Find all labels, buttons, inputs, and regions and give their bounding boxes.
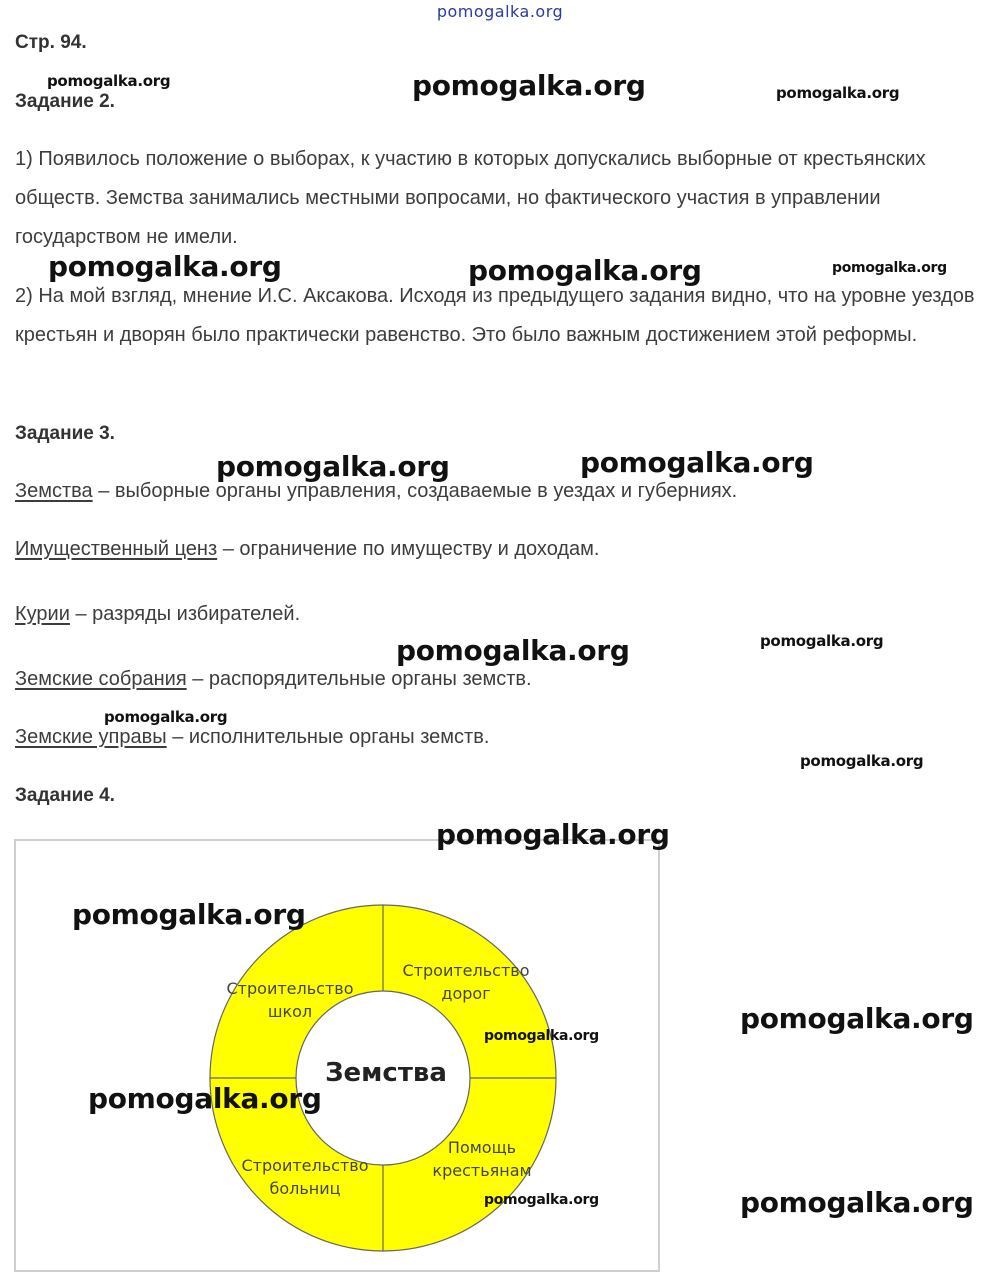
term: Курии xyxy=(15,603,70,625)
definition-text: – разряды избирателей. xyxy=(69,603,301,625)
watermark: pomogalka.org xyxy=(468,254,702,287)
segment-roads-line2: дорог xyxy=(441,984,491,1003)
segment-peasants-line2: крестьянам xyxy=(432,1161,532,1180)
definition-text: – распорядительные органы земств. xyxy=(186,668,532,690)
task2-paragraph-1: 1) Появилось положение о выборах, к участию в которых допускались выборные от крестьянских обществ. Земства занимались местными вопросами, но фактического участия в управлении государством не имели. xyxy=(15,148,926,248)
watermark: pomogalka.org xyxy=(740,1002,974,1035)
task2-paragraph-2: 2) На мой взгляд, мнение И.С. Аксакова. Исходя из предыдущего задания видно, что на уровне уездов крестьян и дворян было практически равенство. Это было важным достижением этой реформы. xyxy=(15,285,975,346)
watermark: pomogalka.org xyxy=(436,818,670,851)
term: Земские собрания xyxy=(15,668,187,690)
watermark: pomogalka.org xyxy=(88,1082,322,1115)
task4-heading: Задание 4. xyxy=(15,785,115,806)
task2-heading: Задание 2. xyxy=(15,91,115,112)
watermark: pomogalka.org xyxy=(800,752,924,770)
term: Земства xyxy=(15,480,93,502)
definition-zemstvo-assemblies xyxy=(15,668,532,691)
term: Имущественный ценз xyxy=(15,538,218,560)
watermark: pomogalka.org xyxy=(216,450,450,483)
definition-zemstvo-boards xyxy=(15,726,489,749)
watermark: pomogalka.org xyxy=(47,72,171,90)
watermark: pomogalka.org xyxy=(396,634,630,667)
watermark: pomogalka.org xyxy=(580,446,814,479)
segment-roads-line1: Строительство xyxy=(402,961,530,980)
watermark: pomogalka.org xyxy=(48,250,282,283)
definition-zemstva xyxy=(15,480,737,503)
watermark: pomogalka.org xyxy=(412,69,646,102)
segment-schools-line2: школ xyxy=(267,1002,313,1021)
watermark: pomogalka.org xyxy=(740,1186,974,1219)
watermark: pomogalka.org xyxy=(776,84,900,102)
watermark: pomogalka.org xyxy=(484,1192,599,1208)
definition-property-qualification xyxy=(15,538,599,561)
task3-heading: Задание 3. xyxy=(15,423,115,444)
definition-text: – выборные органы управления, создаваемые в уездах и губерниях. xyxy=(92,480,738,502)
definition-curiae xyxy=(15,603,300,626)
watermark: pomogalka.org xyxy=(484,1028,599,1044)
watermark: pomogalka.org xyxy=(104,708,228,726)
watermark: pomogalka.org xyxy=(72,898,306,931)
segment-schools-line1: Строительство xyxy=(226,979,354,998)
segment-hospitals-line2: больниц xyxy=(269,1179,341,1198)
center-label: Земства xyxy=(325,1058,447,1088)
segment-hospitals-line1: Строительство xyxy=(241,1156,369,1175)
top-site-watermark: pomogalka.org xyxy=(436,2,564,21)
definition-text: – исполнительные органы земств. xyxy=(166,726,490,748)
page-title: Стр. 94. xyxy=(15,32,87,53)
watermark: pomogalka.org xyxy=(760,632,884,650)
watermark: pomogalka.org xyxy=(832,260,947,276)
definition-text: – ограничение по имуществу и доходам. xyxy=(217,538,600,560)
segment-peasants-line1: Помощь xyxy=(447,1138,517,1157)
term: Земские управы xyxy=(15,726,167,748)
